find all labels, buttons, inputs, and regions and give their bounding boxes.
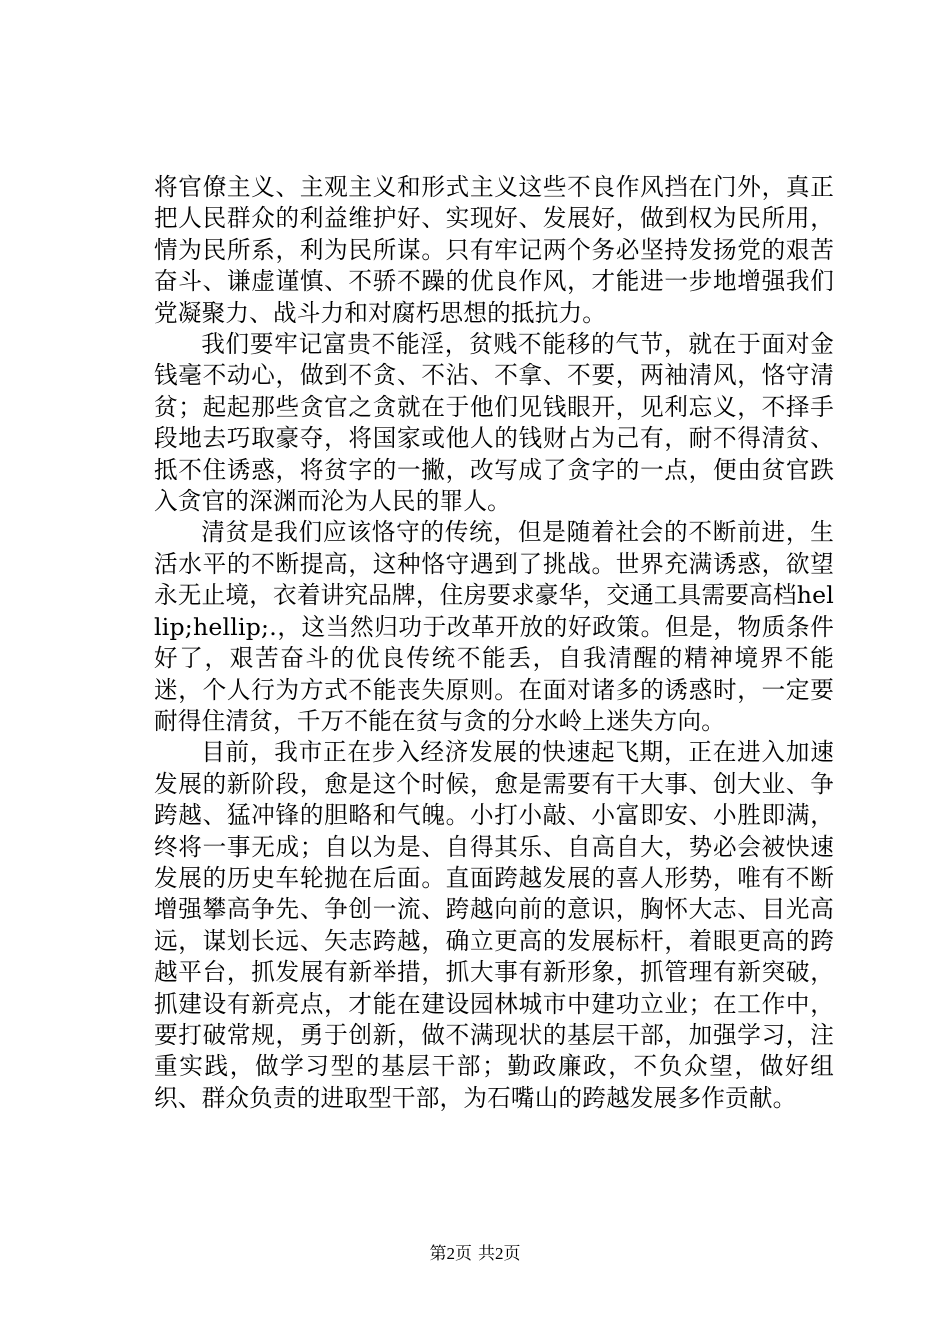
page-footer (0, 1244, 950, 1264)
paragraph-continuation: 将官僚主义、主观主义和形式主义这些不良作风挡在门外，真正把人民群众的利益维护好、实现好、发展好，做到权为民所用，情为民所系，利为民所谋。只有牢记两个务必坚持发扬党的艰苦奋斗、谦虚谨慎、不骄不躁的优良作风，才能进一步地增强我们党凝聚力、战斗力和对腐朽思想的抵抗力。 (154, 173, 834, 327)
paragraph: 目前，我市正在步入经济发展的快速起飞期，正在进入加速发展的新阶段，愈是这个时候，愈是需要有干大事、创大业、争跨越、猛冲锋的胆略和气魄。小打小敲、小富即安、小胜即满，终将一事无成；自以为是、自得其乐、自高自大，势必会被快速发展的历史车轮抛在后面。直面跨越发展的喜人形势，唯有不断增强攀高争先、争创一流、跨越向前的意识，胸怀大志、目光高远，谋划长远、矢志跨越，确立更高的发展标杆，着眼更高的跨越平台，抓发展有新举措，抓大事有新形象，抓管理有新突破，抓建设有新亮点，才能在建设园林城市中建功立业；在工作中，要打破常规，勇于创新，做不满现状的基层干部，加强学习，注重实践，做学习型的基层干部；勤政廉政，不负众望，做好组织、群众负责的进取型干部，为石嘴山的跨越发展多作贡献。 (154, 738, 834, 1112)
page-number: 第2页 (429, 1244, 472, 1263)
document-body (154, 172, 834, 1114)
page-total: 共2页 (478, 1244, 521, 1263)
paragraph: 我们要牢记富贵不能淫，贫贱不能移的气节，就在于面对金钱毫不动心，做到不贪、不沾、不拿、不要，两袖清风，恪守清贫；起起那些贪官之贪就在于他们见钱眼开，见利忘义，不择手段地去巧取豪夺，将国家或他人的钱财占为己有，耐不得清贫、抵不住诱惑，将贫字的一撇，改写成了贪字的一点，便由贫官跌入贪官的深渊而沦为人民的罪人。 (154, 330, 834, 516)
paragraph: 清贫是我们应该恪守的传统，但是随着社会的不断前进，生活水平的不断提高，这种恪守遇到了挑战。世界充满诱惑，欲望永无止境，衣着讲究品牌，住房要求豪华，交通工具需要高档hellip;hellip;.，这当然归功于改革开放的好政策。但是，物质条件好了，艰苦奋斗的优良传统不能丢，自我清醒的精神境界不能迷，个人行为方式不能丧失原则。在面对诸多的诱惑时，一定要耐得住清贫，千万不能在贫与贪的分水岭上迷失方向。 (154, 518, 834, 735)
